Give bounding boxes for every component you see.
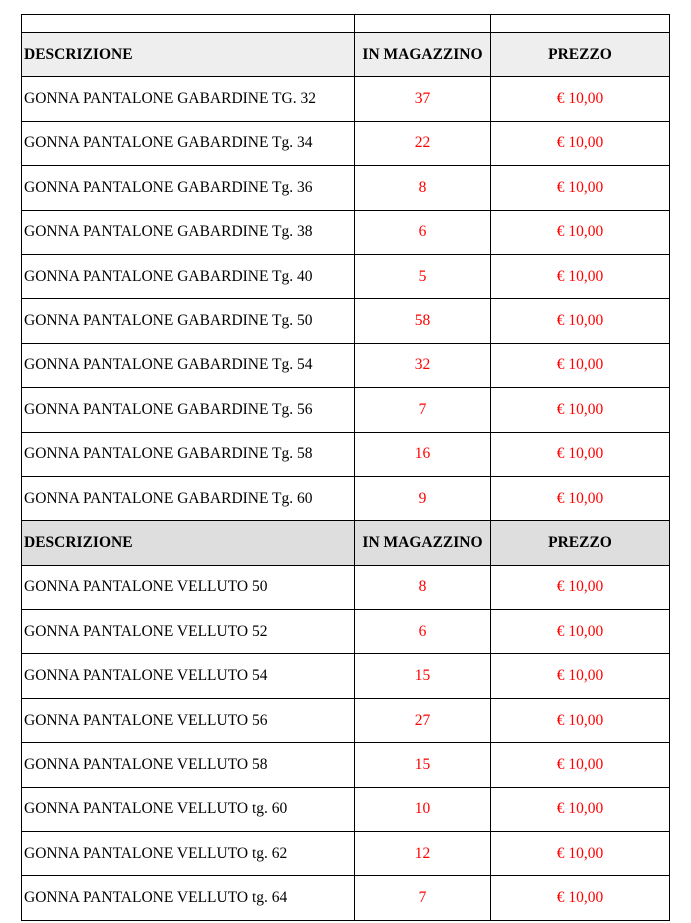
item-stock: 7 — [355, 388, 491, 432]
table-row — [22, 743, 670, 787]
item-price: € 10,00 — [491, 166, 670, 210]
item-price: € 10,00 — [491, 787, 670, 831]
header-description: DESCRIZIONE — [22, 33, 355, 77]
empty-cell — [22, 15, 355, 33]
empty-cell — [491, 15, 670, 33]
item-price: € 10,00 — [491, 876, 670, 920]
header-stock: IN MAGAZZINO — [355, 521, 491, 565]
item-stock: 15 — [355, 654, 491, 698]
item-description: GONNA PANTALONE GABARDINE Tg. 60 — [22, 476, 355, 520]
item-price: € 10,00 — [491, 432, 670, 476]
header-price: PREZZO — [491, 33, 670, 77]
item-description: GONNA PANTALONE GABARDINE Tg. 36 — [22, 166, 355, 210]
item-stock: 8 — [355, 565, 491, 609]
table-row — [22, 299, 670, 343]
item-stock: 9 — [355, 476, 491, 520]
table-row — [22, 876, 670, 920]
table-row — [22, 476, 670, 520]
item-stock: 8 — [355, 166, 491, 210]
table-row — [22, 787, 670, 831]
table-row — [22, 698, 670, 742]
table-row — [22, 121, 670, 165]
header-row — [22, 521, 670, 565]
item-price: € 10,00 — [491, 254, 670, 298]
item-description: GONNA PANTALONE GABARDINE Tg. 34 — [22, 121, 355, 165]
item-description: GONNA PANTALONE VELLUTO 56 — [22, 698, 355, 742]
header-row — [22, 33, 670, 77]
empty-cell — [355, 15, 491, 33]
table-row — [22, 166, 670, 210]
header-description: DESCRIZIONE — [22, 521, 355, 565]
item-price: € 10,00 — [491, 121, 670, 165]
item-stock: 37 — [355, 77, 491, 121]
table-row — [22, 565, 670, 609]
table-row — [22, 388, 670, 432]
item-price: € 10,00 — [491, 388, 670, 432]
item-stock: 15 — [355, 743, 491, 787]
item-price: € 10,00 — [491, 210, 670, 254]
inventory-table-body — [22, 15, 670, 921]
item-stock: 5 — [355, 254, 491, 298]
item-description: GONNA PANTALONE GABARDINE Tg. 58 — [22, 432, 355, 476]
item-price: € 10,00 — [491, 654, 670, 698]
item-stock: 6 — [355, 610, 491, 654]
item-description: GONNA PANTALONE GABARDINE Tg. 50 — [22, 299, 355, 343]
table-row — [22, 77, 670, 121]
item-price: € 10,00 — [491, 610, 670, 654]
item-stock: 7 — [355, 876, 491, 920]
empty-top-row — [22, 15, 670, 33]
item-price: € 10,00 — [491, 832, 670, 876]
item-description: GONNA PANTALONE GABARDINE Tg. 56 — [22, 388, 355, 432]
item-stock: 16 — [355, 432, 491, 476]
item-price: € 10,00 — [491, 698, 670, 742]
item-description: GONNA PANTALONE VELLUTO 52 — [22, 610, 355, 654]
item-description: GONNA PANTALONE VELLUTO 50 — [22, 565, 355, 609]
item-stock: 6 — [355, 210, 491, 254]
item-price: € 10,00 — [491, 77, 670, 121]
item-stock: 27 — [355, 698, 491, 742]
table-row — [22, 432, 670, 476]
item-price: € 10,00 — [491, 476, 670, 520]
item-description: GONNA PANTALONE VELLUTO tg. 62 — [22, 832, 355, 876]
item-stock: 32 — [355, 343, 491, 387]
item-description: GONNA PANTALONE VELLUTO tg. 60 — [22, 787, 355, 831]
table-row — [22, 210, 670, 254]
item-description: GONNA PANTALONE GABARDINE TG. 32 — [22, 77, 355, 121]
header-stock: IN MAGAZZINO — [355, 33, 491, 77]
item-description: GONNA PANTALONE VELLUTO 54 — [22, 654, 355, 698]
item-description: GONNA PANTALONE VELLUTO 58 — [22, 743, 355, 787]
header-price: PREZZO — [491, 521, 670, 565]
item-price: € 10,00 — [491, 343, 670, 387]
table-row — [22, 832, 670, 876]
item-description: GONNA PANTALONE GABARDINE Tg. 54 — [22, 343, 355, 387]
item-stock: 58 — [355, 299, 491, 343]
table-row — [22, 254, 670, 298]
table-row — [22, 343, 670, 387]
item-stock: 12 — [355, 832, 491, 876]
item-stock: 22 — [355, 121, 491, 165]
inventory-table — [21, 14, 670, 921]
item-price: € 10,00 — [491, 743, 670, 787]
item-price: € 10,00 — [491, 565, 670, 609]
item-description: GONNA PANTALONE GABARDINE Tg. 38 — [22, 210, 355, 254]
item-description: GONNA PANTALONE VELLUTO tg. 64 — [22, 876, 355, 920]
item-price: € 10,00 — [491, 299, 670, 343]
item-description: GONNA PANTALONE GABARDINE Tg. 40 — [22, 254, 355, 298]
item-stock: 10 — [355, 787, 491, 831]
table-row — [22, 654, 670, 698]
table-row — [22, 610, 670, 654]
